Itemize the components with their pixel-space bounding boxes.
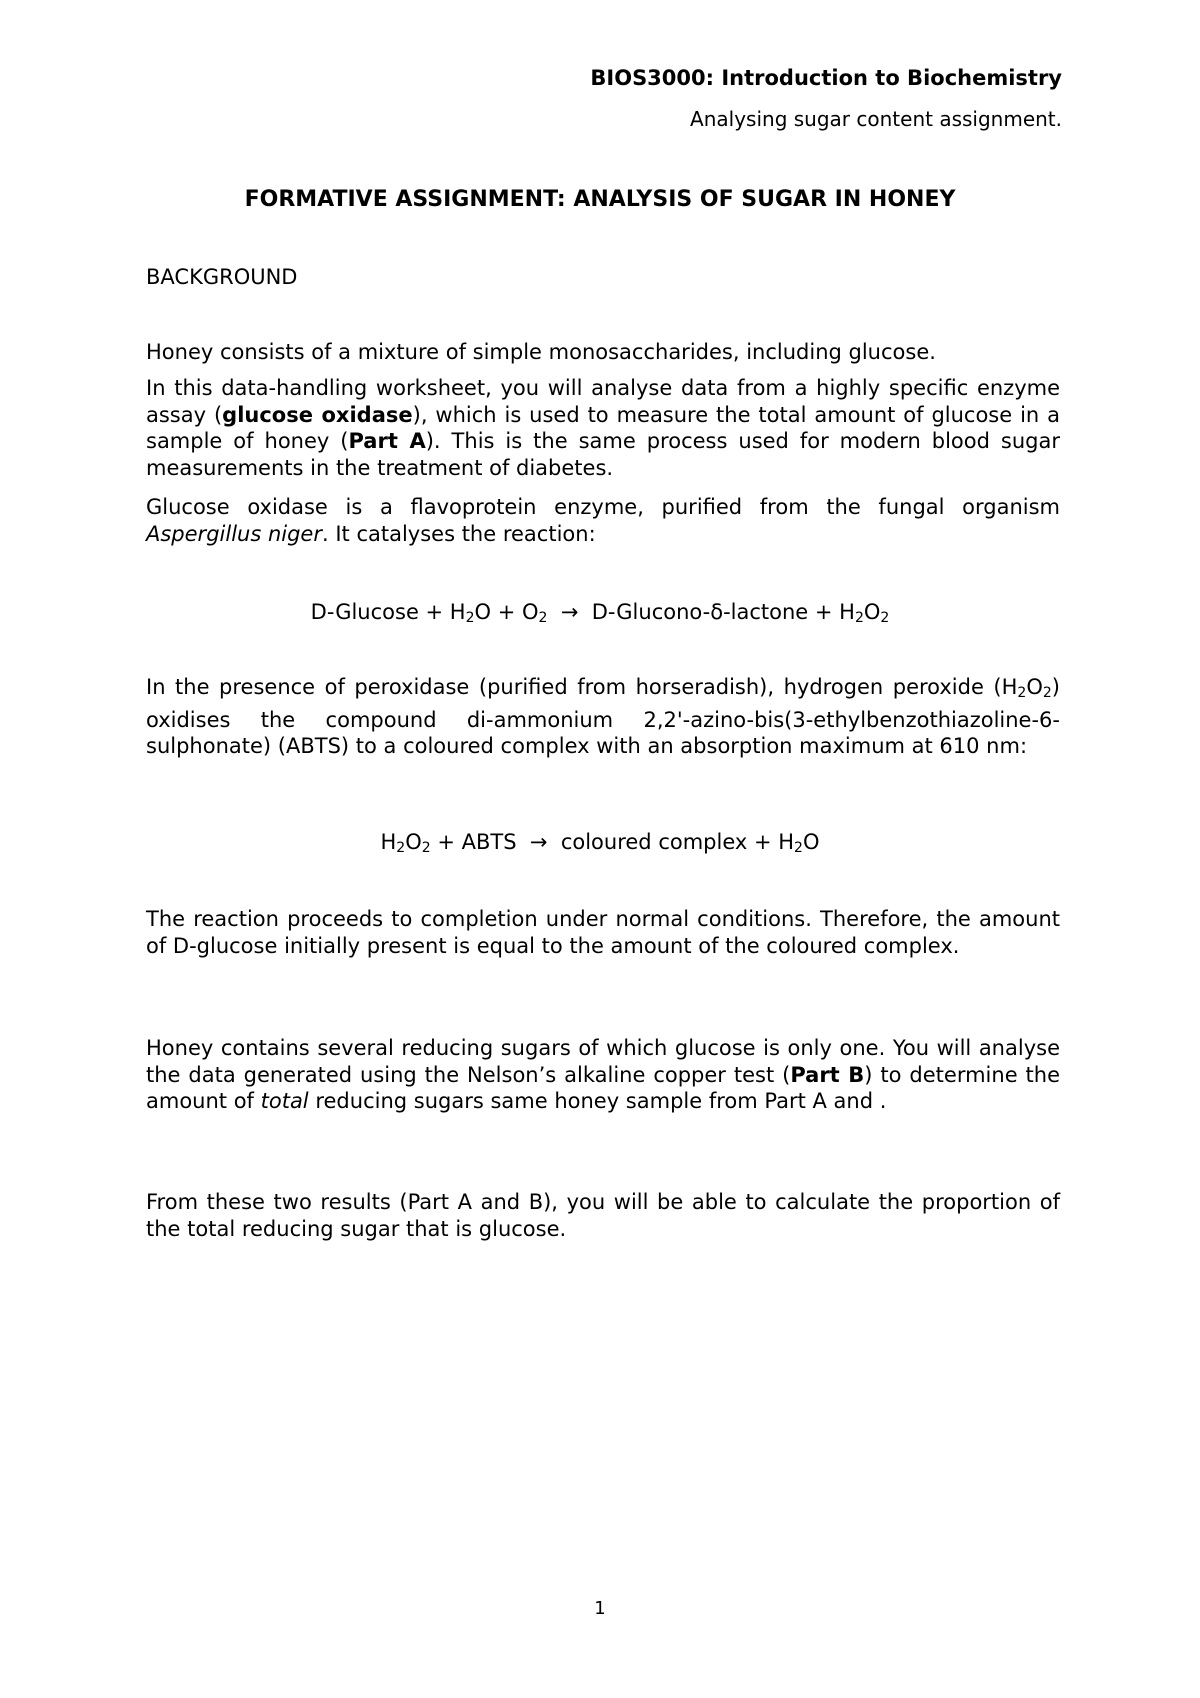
course-header: BIOS3000: Introduction to Biochemistry (590, 66, 1062, 90)
paragraph-intro: Honey consists of a mixture of simple monosaccharides, including glucose. (146, 340, 936, 364)
paragraph-proportion: From these two results (Part A and B), you will be able to calculate the proportion of the total reducing sugar that is glucose. (146, 1190, 1060, 1241)
paragraph-completion: The reaction proceeds to completion under normal conditions. Therefore, the amount of D-glucose initially present is equal to the amount of the coloured complex. (146, 907, 1060, 958)
equation-abts: $H_2O_2$ + ABTS → coloured complex + $H_2O$ (380, 830, 820, 856)
page-number: 1 (594, 1598, 606, 1619)
paragraph-enzyme: Glucose oxidase is a flavoprotein enzyme, purified from the fungal organism Aspergillus niger. It catalyses the reaction: (146, 495, 1060, 546)
paragraph-peroxidase: In the presence of peroxidase (purified from horseradish), hydrogen peroxide $(H_2O_2)$ oxidises the compound di-ammonium 2,2'-azino-bis(3-ethylbenzothiazoline-6-sulphonate) (ABTS) to a coloured complex with an absorption maximum at 610 nm: (146, 675, 1060, 758)
paragraph-nelson: Honey contains several reducing sugars of which glucose is only one. You will analyse the data generated using the Nelson’s alkaline copper test (Part B) to determine the amount of total reducing sugars same honey sample from Part A and . (146, 1036, 1060, 1113)
equation-glucose-oxidase: $D-Glucose + H_2O + O_2$ → D-Glucono-δ-lactone + $H_2O_2$ (310, 600, 890, 626)
paragraph-worksheet: In this data-handling worksheet, you will analyse data from a highly specific enzyme assay (glucose oxidase), which is used to measure the total amount of glucose in a sample of honey (Part A). This is the same process used for modern blood sugar measurements in the treatment of diabetes. (146, 376, 1060, 480)
page-title: FORMATIVE ASSIGNMENT: ANALYSIS OF SUGAR IN HONEY (244, 187, 956, 212)
background-heading: BACKGROUND (146, 265, 298, 289)
assignment-subtitle: Analysing sugar content assignment. (690, 107, 1062, 131)
